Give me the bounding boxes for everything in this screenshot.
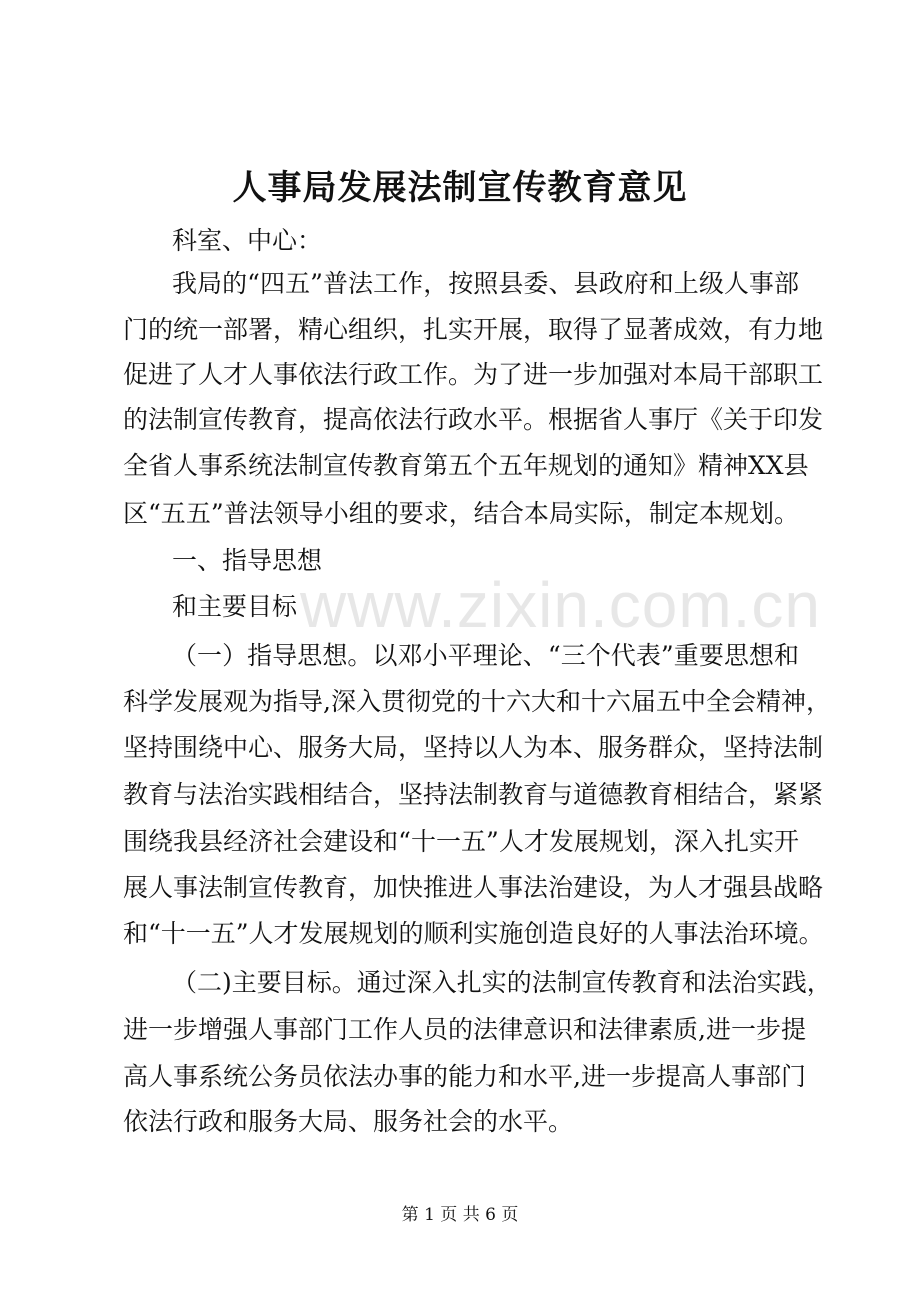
paragraph-line: 的法制宣传教育，提高依法行政水平。根据省人事厅《关于印发 (123, 405, 824, 434)
paragraph-line: 门的统一部署，精心组织，扎实开展，取得了显著成效，有力地 (123, 315, 824, 344)
paragraph-line: 进一步增强人事部门工作人员的法律意识和法律素质,进一步提 (123, 1015, 806, 1044)
watermark: www.zixin.com.cn (300, 569, 821, 641)
paragraph-line: 促进了人才人事依法行政工作。为了进一步加强对本局干部职工 (123, 360, 824, 389)
paragraph-line: 全省人事系统法制宣传教育第五个五年规划的通知》精神XX县 (123, 451, 809, 480)
document-title: 人事局发展法制宣传教育意见 (232, 168, 688, 208)
paragraph-line: 坚持围绕中心、服务大局，坚持以人为本、服务群众，坚持法制 (123, 733, 824, 762)
paragraph-line: 和“十一五”人才发展规划的顺利实施创造良好的人事法治环境。 (123, 919, 824, 948)
paragraph-line: 围绕我县经济社会建设和“十一五”人才发展规划，深入扎实开 (123, 827, 799, 856)
paragraph-line: （一）指导思想。以邓小平理论、“三个代表”重要思想和 (172, 641, 799, 670)
paragraph-line: 科学发展观为指导,深入贯彻党的十六大和十六届五中全会精神， (123, 687, 831, 716)
paragraph-line: （二)主要目标。通过深入扎实的法制宣传教育和法治实践， (172, 968, 832, 997)
paragraph-line: 教育与法治实践相结合，坚持法制教育与道德教育相结合，紧紧 (123, 780, 824, 809)
paragraph-line: 我局的“四五”普法工作，按照县委、县政府和上级人事部 (172, 269, 799, 298)
paragraph-line: 高人事系统公务员依法办事的能力和水平,进一步提高人事部门 (123, 1062, 806, 1091)
page-footer: 第 1 页 共 6 页 (401, 1205, 519, 1225)
paragraph-line: 展人事法制宣传教育，加快推进人事法治建设，为人才强县战略 (123, 873, 824, 902)
section-heading: 和主要目标 (172, 592, 298, 621)
paragraph-line: 依法行政和服务大局、服务社会的水平。 (123, 1107, 574, 1136)
paragraph-line: 区“五五”普法领导小组的要求，结合本局实际，制定本规划。 (123, 499, 799, 528)
section-heading: 一、指导思想 (172, 546, 323, 575)
salutation: 科室、中心： (172, 226, 323, 255)
